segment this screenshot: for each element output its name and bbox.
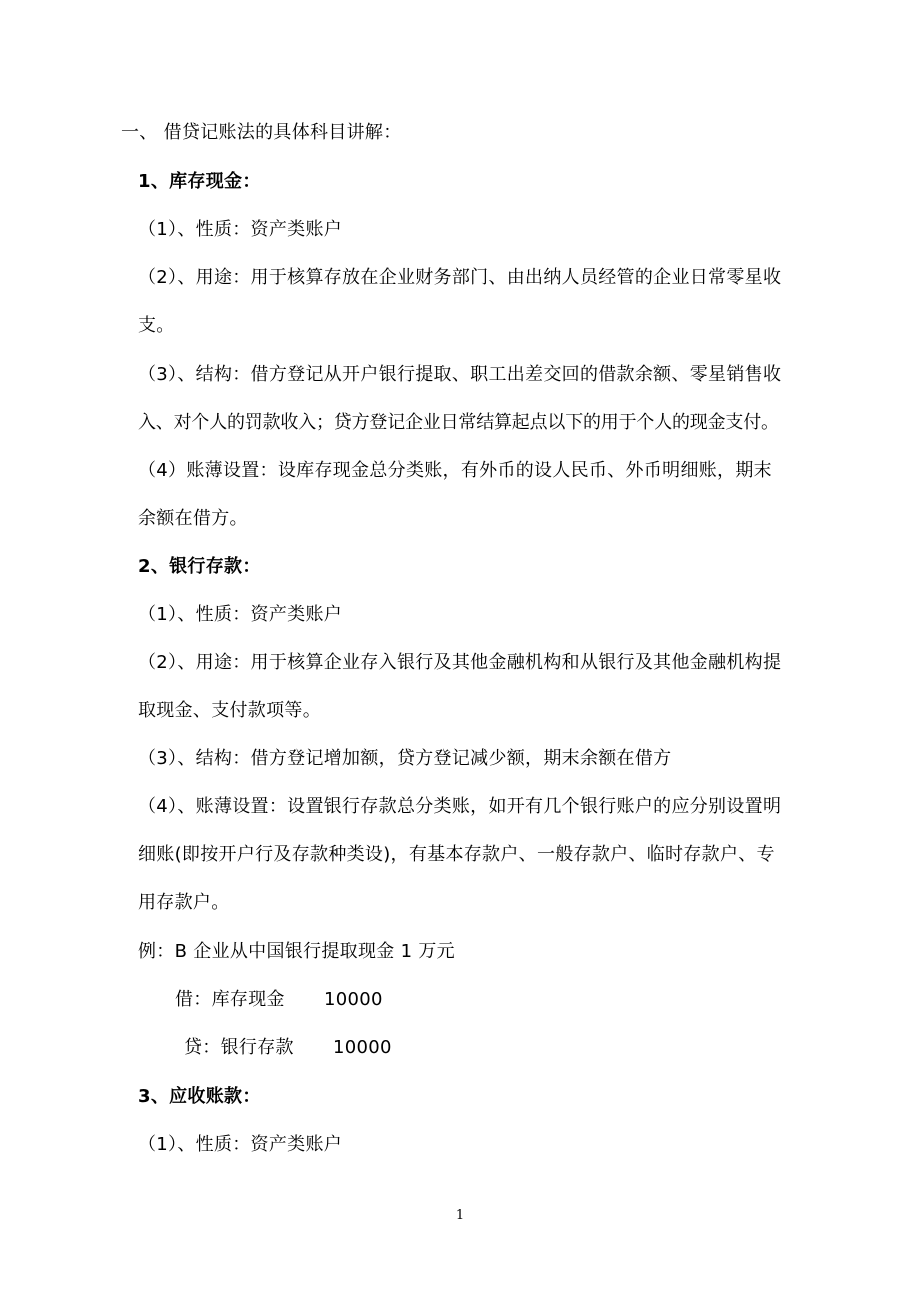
bank-usage-line1: （2）、用途：用于核算企业存入银行及其他金融机构和从银行及其他金融机构提 <box>138 652 782 673</box>
heading-bank-deposit: 2、银行存款： <box>138 556 261 577</box>
cash-structure-line1: （3）、结构：借方登记从开户银行提取、职工出差交回的借款余额、零星销售收 <box>138 364 782 385</box>
page-number: 1 <box>455 1208 465 1223</box>
bank-structure: （3）、结构：借方登记增加额，贷方登记减少额，期末余额在借方 <box>138 748 672 769</box>
bank-nature: （1）、性质：资产类账户 <box>138 604 343 625</box>
bank-ledger-line3: 用存款户。 <box>138 892 230 913</box>
debit-entry-amount: 10000 <box>324 989 383 1010</box>
cash-usage-line1: （2）、用途：用于核算存放在企业财务部门、由出纳人员经管的企业日常零星收 <box>138 267 782 288</box>
cash-usage-line2: 支。 <box>138 315 175 336</box>
bank-ledger-line1: （4）、账薄设置：设置银行存款总分类账，如开有几个银行账户的应分别设置明 <box>138 796 782 817</box>
cash-nature: （1）、性质：资产类账户 <box>138 219 343 240</box>
cash-ledger-line1: （4）账薄设置：设库存现金总分类账，有外币的设人民币、外币明细账，期末 <box>138 460 772 481</box>
cash-ledger-line2: 余额在借方。 <box>138 508 248 529</box>
credit-entry-label: 贷：银行存款 <box>184 1037 294 1058</box>
heading-cash: 1、库存现金： <box>138 171 261 192</box>
receivable-nature: （1）、性质：资产类账户 <box>138 1134 343 1155</box>
bank-usage-line2: 取现金、支付款项等。 <box>138 700 321 721</box>
cash-structure-line2: 入、对个人的罚款收入；贷方登记企业日常结算起点以下的用于个人的现金支付。 <box>138 412 779 433</box>
heading-accounts-receivable: 3、应收账款： <box>138 1086 261 1107</box>
debit-entry-label: 借：库存现金 <box>175 989 285 1010</box>
bank-ledger-line2: 细账(即按开户行及存款种类设)，有基本存款户、一般存款户、临时存款户、专 <box>138 844 775 865</box>
example-intro: 例：B 企业从中国银行提取现金 1 万元 <box>138 941 455 962</box>
section-title: 一、 借贷记账法的具体科目讲解： <box>121 122 402 143</box>
credit-entry-amount: 10000 <box>333 1037 392 1058</box>
